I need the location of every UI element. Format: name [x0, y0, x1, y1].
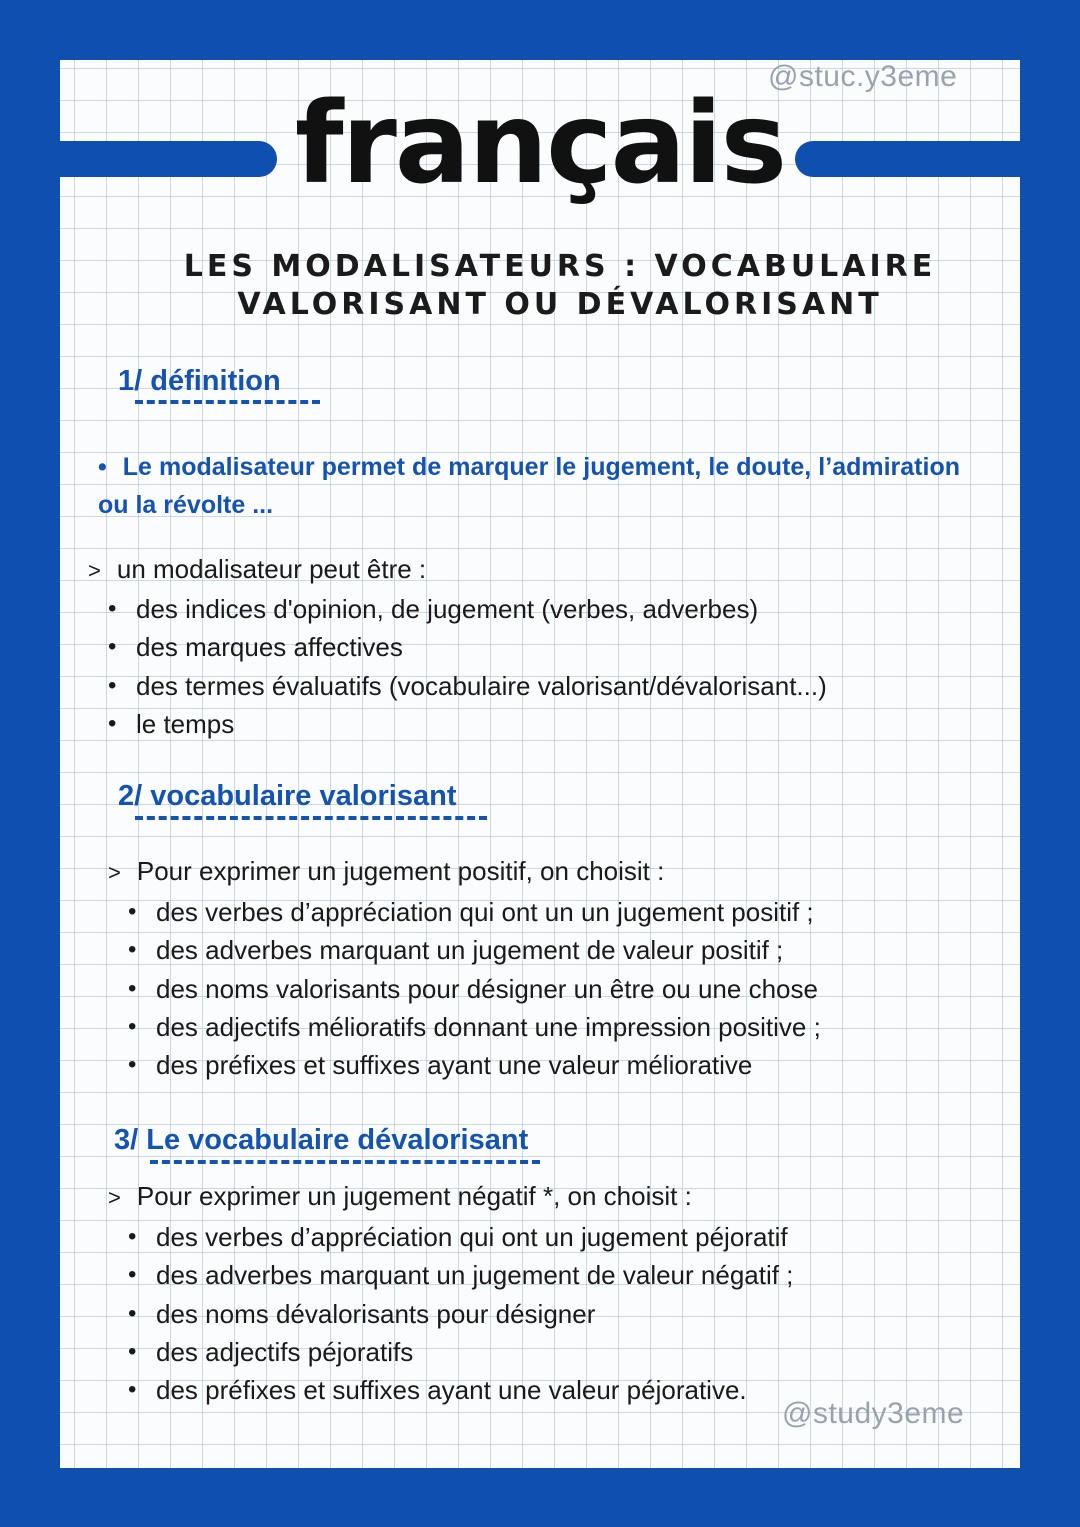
- page-title: français: [294, 79, 786, 209]
- list-item: • des adverbes marquant un jugement de valeur positif ;: [128, 931, 821, 969]
- list-item: • des préfixes et suffixes ayant une valeur péjorative.: [128, 1371, 793, 1409]
- subtitle-line-2: VALORISANT OU DÉVALORISANT: [237, 287, 883, 322]
- bullet-icon: •: [98, 453, 107, 481]
- note-sheet: [60, 60, 1020, 1468]
- section-3-lead: [108, 1181, 692, 1212]
- section-1-intro: [98, 448, 960, 524]
- list-item: • des marques affectives: [108, 628, 827, 666]
- section-3-list: [128, 1218, 793, 1409]
- section-3-underline: [150, 1160, 540, 1164]
- section-1-lead: [88, 554, 426, 585]
- section-2-heading: 2/ vocabulaire valorisant: [118, 780, 457, 812]
- list-item: • des verbes d’appréciation qui ont un jugement péjoratif: [128, 1218, 793, 1256]
- list-item: • le temps: [108, 705, 827, 743]
- list-item: • des noms valorisants pour désigner un être ou une chose: [128, 970, 821, 1008]
- section-3-lead-text: Pour exprimer un jugement négatif *, on choisit :: [136, 1181, 692, 1211]
- list-item: • des indices d'opinion, de jugement (verbes, adverbes): [108, 590, 827, 628]
- chevron-right-icon: >: [88, 558, 101, 583]
- watermark-top: @stuc.y3eme: [768, 60, 958, 93]
- section-1-heading: 1/ définition: [118, 365, 281, 397]
- list-item: • des noms dévalorisants pour désigner: [128, 1295, 793, 1333]
- section-2-lead-text: Pour exprimer un jugement positif, on choisit :: [136, 856, 665, 886]
- list-item: • des termes évaluatifs (vocabulaire valorisant/dévalorisant...): [108, 667, 827, 705]
- watermark-bottom: @study3eme: [782, 1397, 965, 1430]
- section-1-list: [108, 590, 827, 743]
- list-item: • des préfixes et suffixes ayant une valeur méliorative: [128, 1046, 821, 1084]
- section-3-heading: 3/ Le vocabulaire dévalorisant: [114, 1124, 529, 1156]
- section-2-lead: [108, 856, 664, 887]
- chevron-right-icon: >: [108, 860, 121, 885]
- chevron-right-icon: >: [108, 1185, 121, 1210]
- intro-text: Le modalisateur permet de marquer le jugement, le doute, l’admiration ou la révolte ...: [98, 453, 960, 519]
- section-2-list: [128, 893, 821, 1084]
- list-item: • des verbes d’appréciation qui ont un un jugement positif ;: [128, 893, 821, 931]
- section-1-lead-text: un modalisateur peut être :: [116, 554, 427, 584]
- list-item: • des adjectifs mélioratifs donnant une impression positive ;: [128, 1008, 821, 1046]
- subtitle-line-1: LES MODALISATEURS : VOCABULAIRE: [183, 249, 937, 284]
- page-subtitle: [60, 248, 1020, 324]
- section-2-underline: [135, 816, 487, 820]
- section-1-underline: [135, 400, 320, 404]
- list-item: • des adjectifs péjoratifs: [128, 1333, 793, 1371]
- list-item: • des adverbes marquant un jugement de valeur négatif ;: [128, 1256, 793, 1294]
